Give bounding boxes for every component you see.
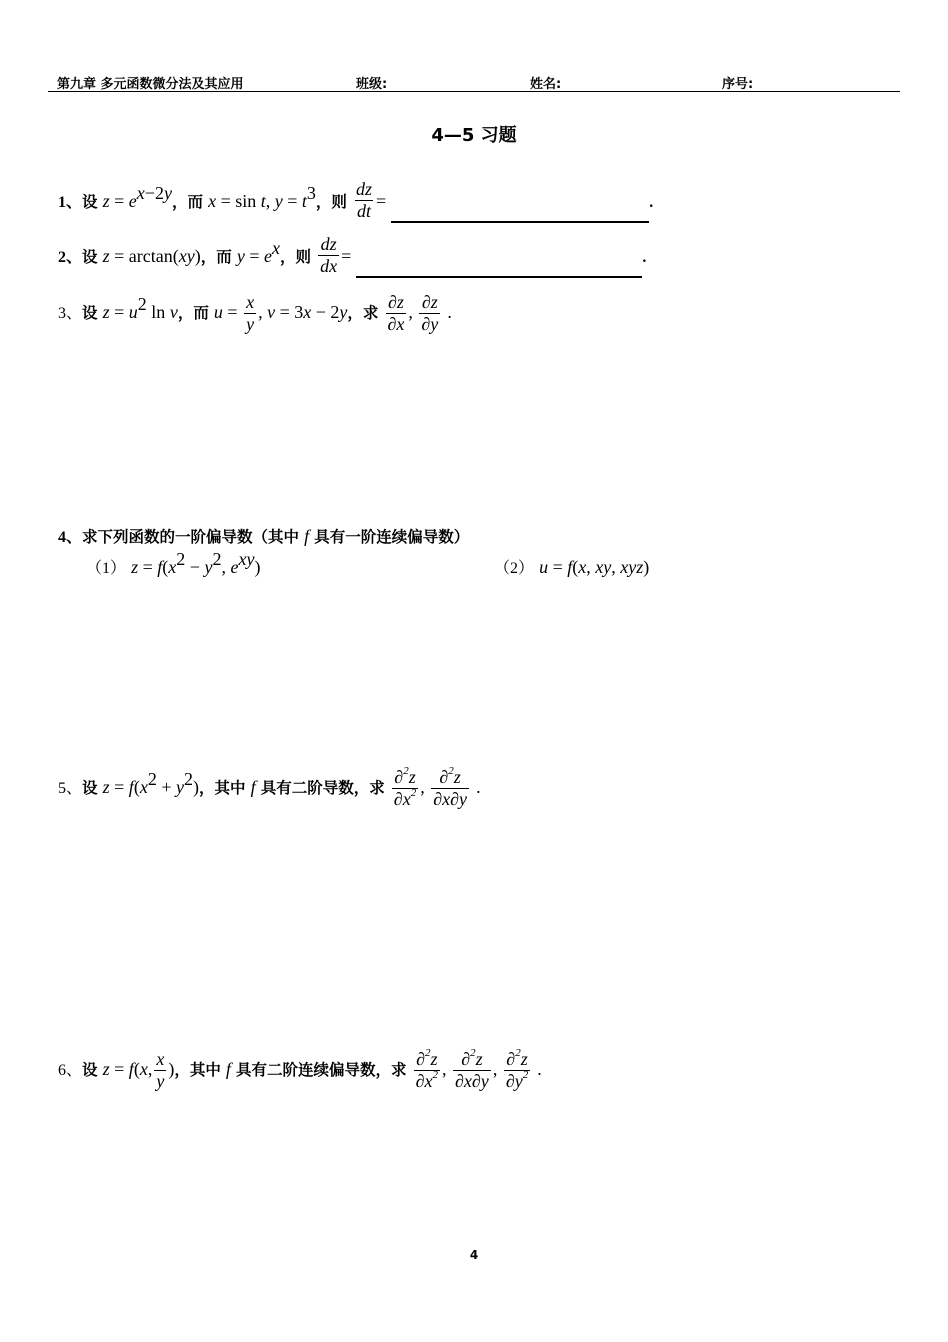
problem-4-part-2: （2） u = f(x, xy, xyz)	[494, 557, 650, 577]
problem-2: 2、设 z = arctan(xy)，而 $y = e^x$，则 $\frac{dz}{dx}$ = .	[58, 237, 646, 278]
problem-number: 6、	[58, 1062, 83, 1080]
chapter-title: 第九章 多元函数微分法及其应用	[57, 77, 244, 92]
problem-4: 4、求下列函数的一阶偏导数（其中 f 具有一阶连续偏导数）	[58, 526, 470, 546]
page-number: 4	[469, 1248, 479, 1262]
page-title: 4—5 习题	[431, 125, 517, 146]
problem-1: 1、设 $z = e^{x-2y}$，而 x = sin t, $y = t^3$，则 $\frac{dz}{dt}$ = .	[58, 182, 653, 223]
name-label: 姓名:	[530, 77, 562, 92]
answer-blank-2[interactable]	[356, 254, 642, 278]
problem-number: 2、	[58, 249, 83, 267]
header-rule	[48, 91, 900, 92]
problem-number: 5、	[58, 780, 83, 798]
problem-3: 3、设 $z = u^2$ ln v，而 u = $\frac{x}{y}$ , v = 3x − 2y，求 $\frac{\partial z}{\partial x}$ , $\frac{\partial z}{\partial y}$ .	[58, 292, 452, 334]
problem-4-part-1: （1） $z = f(x^2 - y^2$, $e^{xy}$)	[86, 548, 261, 577]
problem-number: 1、	[58, 194, 83, 212]
problem-number: 4、	[58, 529, 83, 546]
answer-blank-1[interactable]	[391, 199, 649, 223]
problem-6: 6、设 z = f(x, $\frac{x}{y}$ )，其中 f 具有二阶连续偏导数，求 $\frac{\partial^2z}{\partial x^2}$ , $\frac{\partial^2z}{\partial x\partial y}$ , $\frac{\partial^2z}{\partial y^2}$ .	[58, 1047, 542, 1091]
problem-5: 5、设 $z = f(x^2 + y^2)$，其中 f 具有二阶导数，求 $\frac{\partial^2z}{\partial x^2}$ , $\frac{\partial^2z}{\partial x\partial y}$ .	[58, 765, 481, 809]
class-label: 班级:	[356, 77, 388, 92]
problem-number: 3、	[58, 305, 83, 323]
seq-label: 序号:	[722, 77, 754, 92]
